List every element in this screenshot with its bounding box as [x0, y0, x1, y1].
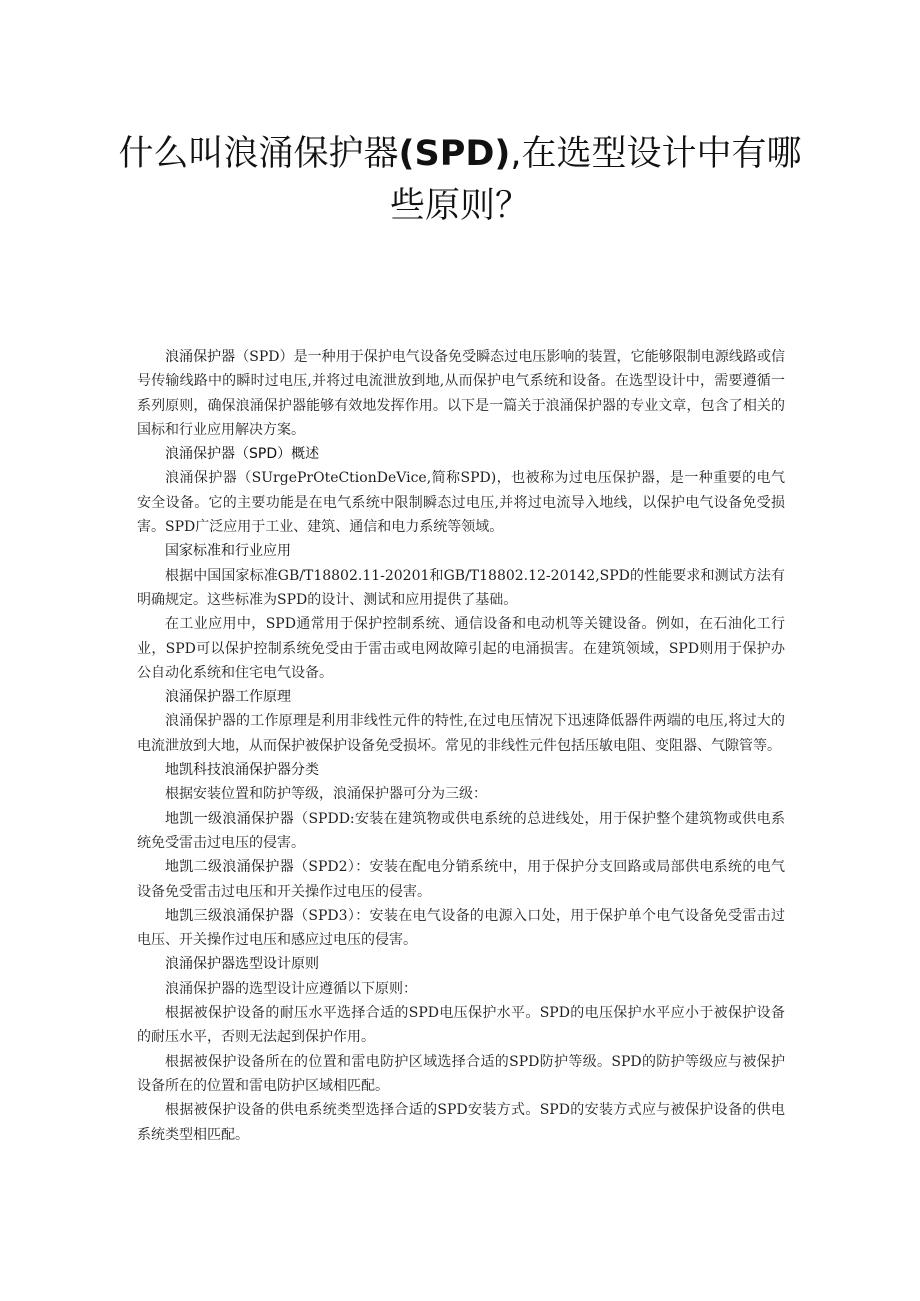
- paragraph-principle: 浪涌保护器的工作原理是利用非线性元件的特性,在过电压情况下迅速降低器件两端的电压,将过大的电流泄放到大地，从而保护被保护设备免受损坏。常见的非线性元件包括压敏电阻、变阻器、气隙管等。: [137, 713, 785, 754]
- section-heading-overview: 浪涌保护器（SPD）概述: [165, 446, 320, 463]
- document-body: [137, 345, 785, 1147]
- paragraph-class-3: [137, 904, 785, 953]
- section-heading-selection: 浪涌保护器选型设计原则: [165, 956, 319, 973]
- paragraph-text: （SPDD:安装在建筑物或供电系统的总进线处，用于保护整个建筑物或供电系统免受雷击过电压的侵害。: [137, 810, 785, 851]
- paragraph-lead: 地凯三级浪涌保护器: [165, 907, 295, 924]
- title-part-c: ,在选型设计中有哪: [510, 134, 802, 174]
- paragraph-lead: 地凯一级浪涌保护器: [165, 810, 295, 827]
- section-heading-classification: 地凯科技浪涌保护器分类: [165, 762, 319, 779]
- paragraph-classification-intro: 根据安装位置和防护等级，浪涌保护器可分为三级：: [165, 786, 487, 803]
- paragraph-text: （SPD2）：安装在配电分销系统中，用于保护分支回路或局部供电系统的电气设备免受雷击过电压和开关操作过电压的侵害。: [137, 859, 786, 900]
- paragraph-class-2: [137, 855, 785, 904]
- title-line-1: [100, 128, 820, 180]
- paragraph-class-1: [137, 807, 785, 856]
- paragraph-intro: [137, 345, 785, 442]
- title-part-a: 什么叫浪涌保护器: [118, 134, 399, 174]
- paragraph-overview: 浪涌保护器（SUrgePrOteCtionDeVice,简称SPD)，也被称为过电压保护器，是一种重要的电气安全设备。它的主要功能是在电气系统中限制瞬态过电压,并将过电流导入地线，以保护电气设备免受损害。SPD广泛应用于工业、建筑、通信和电力系统等领域。: [137, 470, 785, 536]
- document-title: [100, 128, 820, 232]
- paragraph-text: （SPD3）：安装在电气设备的电源入口处，用于保护单个电气设备免受雷击过电压、开关操作过电压和感应过电压的侵害。: [137, 907, 786, 949]
- paragraph-text: （SPD）是一种用于保护电气设备免受瞬态过电压影响的装置，它能够限制电源线路或信号传输线路中的瞬时过电压,并将过电流泄放到地,从而保护电气系统和设备。在选型设计中，需要遵循一系列原则，确保浪涌保护器能够有效地发挥作用。以下是一篇关于浪涌保护器的专业文章，包含了相关的国标和行业应用解决方案。: [137, 349, 786, 438]
- paragraph-applications: 在工业应用中，SPD通常用于保护控制系统、通信设备和电动机等关键设备。例如，在石油化工行业，SPD可以保护控制系统免受由于雷击或电网故障引起的电涌损害。在建筑领域，SPD则用于保护办公自动化系统和住宅电气设备。: [137, 616, 785, 681]
- paragraph-lead: 浪涌保护器: [165, 349, 236, 365]
- paragraph-standards: 根据中国国家标准GB/T18802.11-20201和GB/T18802.12-20142,SPD的性能要求和测试方法有明确规定。这些标准为SPD的设计、测试和应用提供了基础。: [137, 567, 785, 608]
- section-heading-principle: 浪涌保护器工作原理: [165, 689, 291, 706]
- section-heading-standards: 国家标准和行业应用: [165, 543, 291, 560]
- paragraph-selection-intro: 浪涌保护器的选型设计应遵循以下原则：: [165, 980, 417, 997]
- paragraph-lead: 地凯二级浪涌保护器: [165, 859, 295, 876]
- paragraph-selection-voltage: 根据被保护设备的耐压水平选择合适的SPD电压保护水平。SPD的电压保护水平应小于被保护设备的耐压水平，否则无法起到保护作用。: [137, 1005, 785, 1046]
- paragraph-selection-install: 根据被保护设备的供电系统类型选择合适的SPD安装方式。SPD的安装方式应与被保护设备的供电系统类型相匹配。: [137, 1102, 785, 1143]
- title-line-2: 些原则？: [389, 186, 530, 226]
- title-part-b: (SPD): [398, 134, 511, 174]
- paragraph-selection-level: 根据被保护设备所在的位置和雷电防护区域选择合适的SPD防护等级。SPD的防护等级应与被保护设备所在的位置和雷电防护区域相匹配。: [137, 1053, 785, 1094]
